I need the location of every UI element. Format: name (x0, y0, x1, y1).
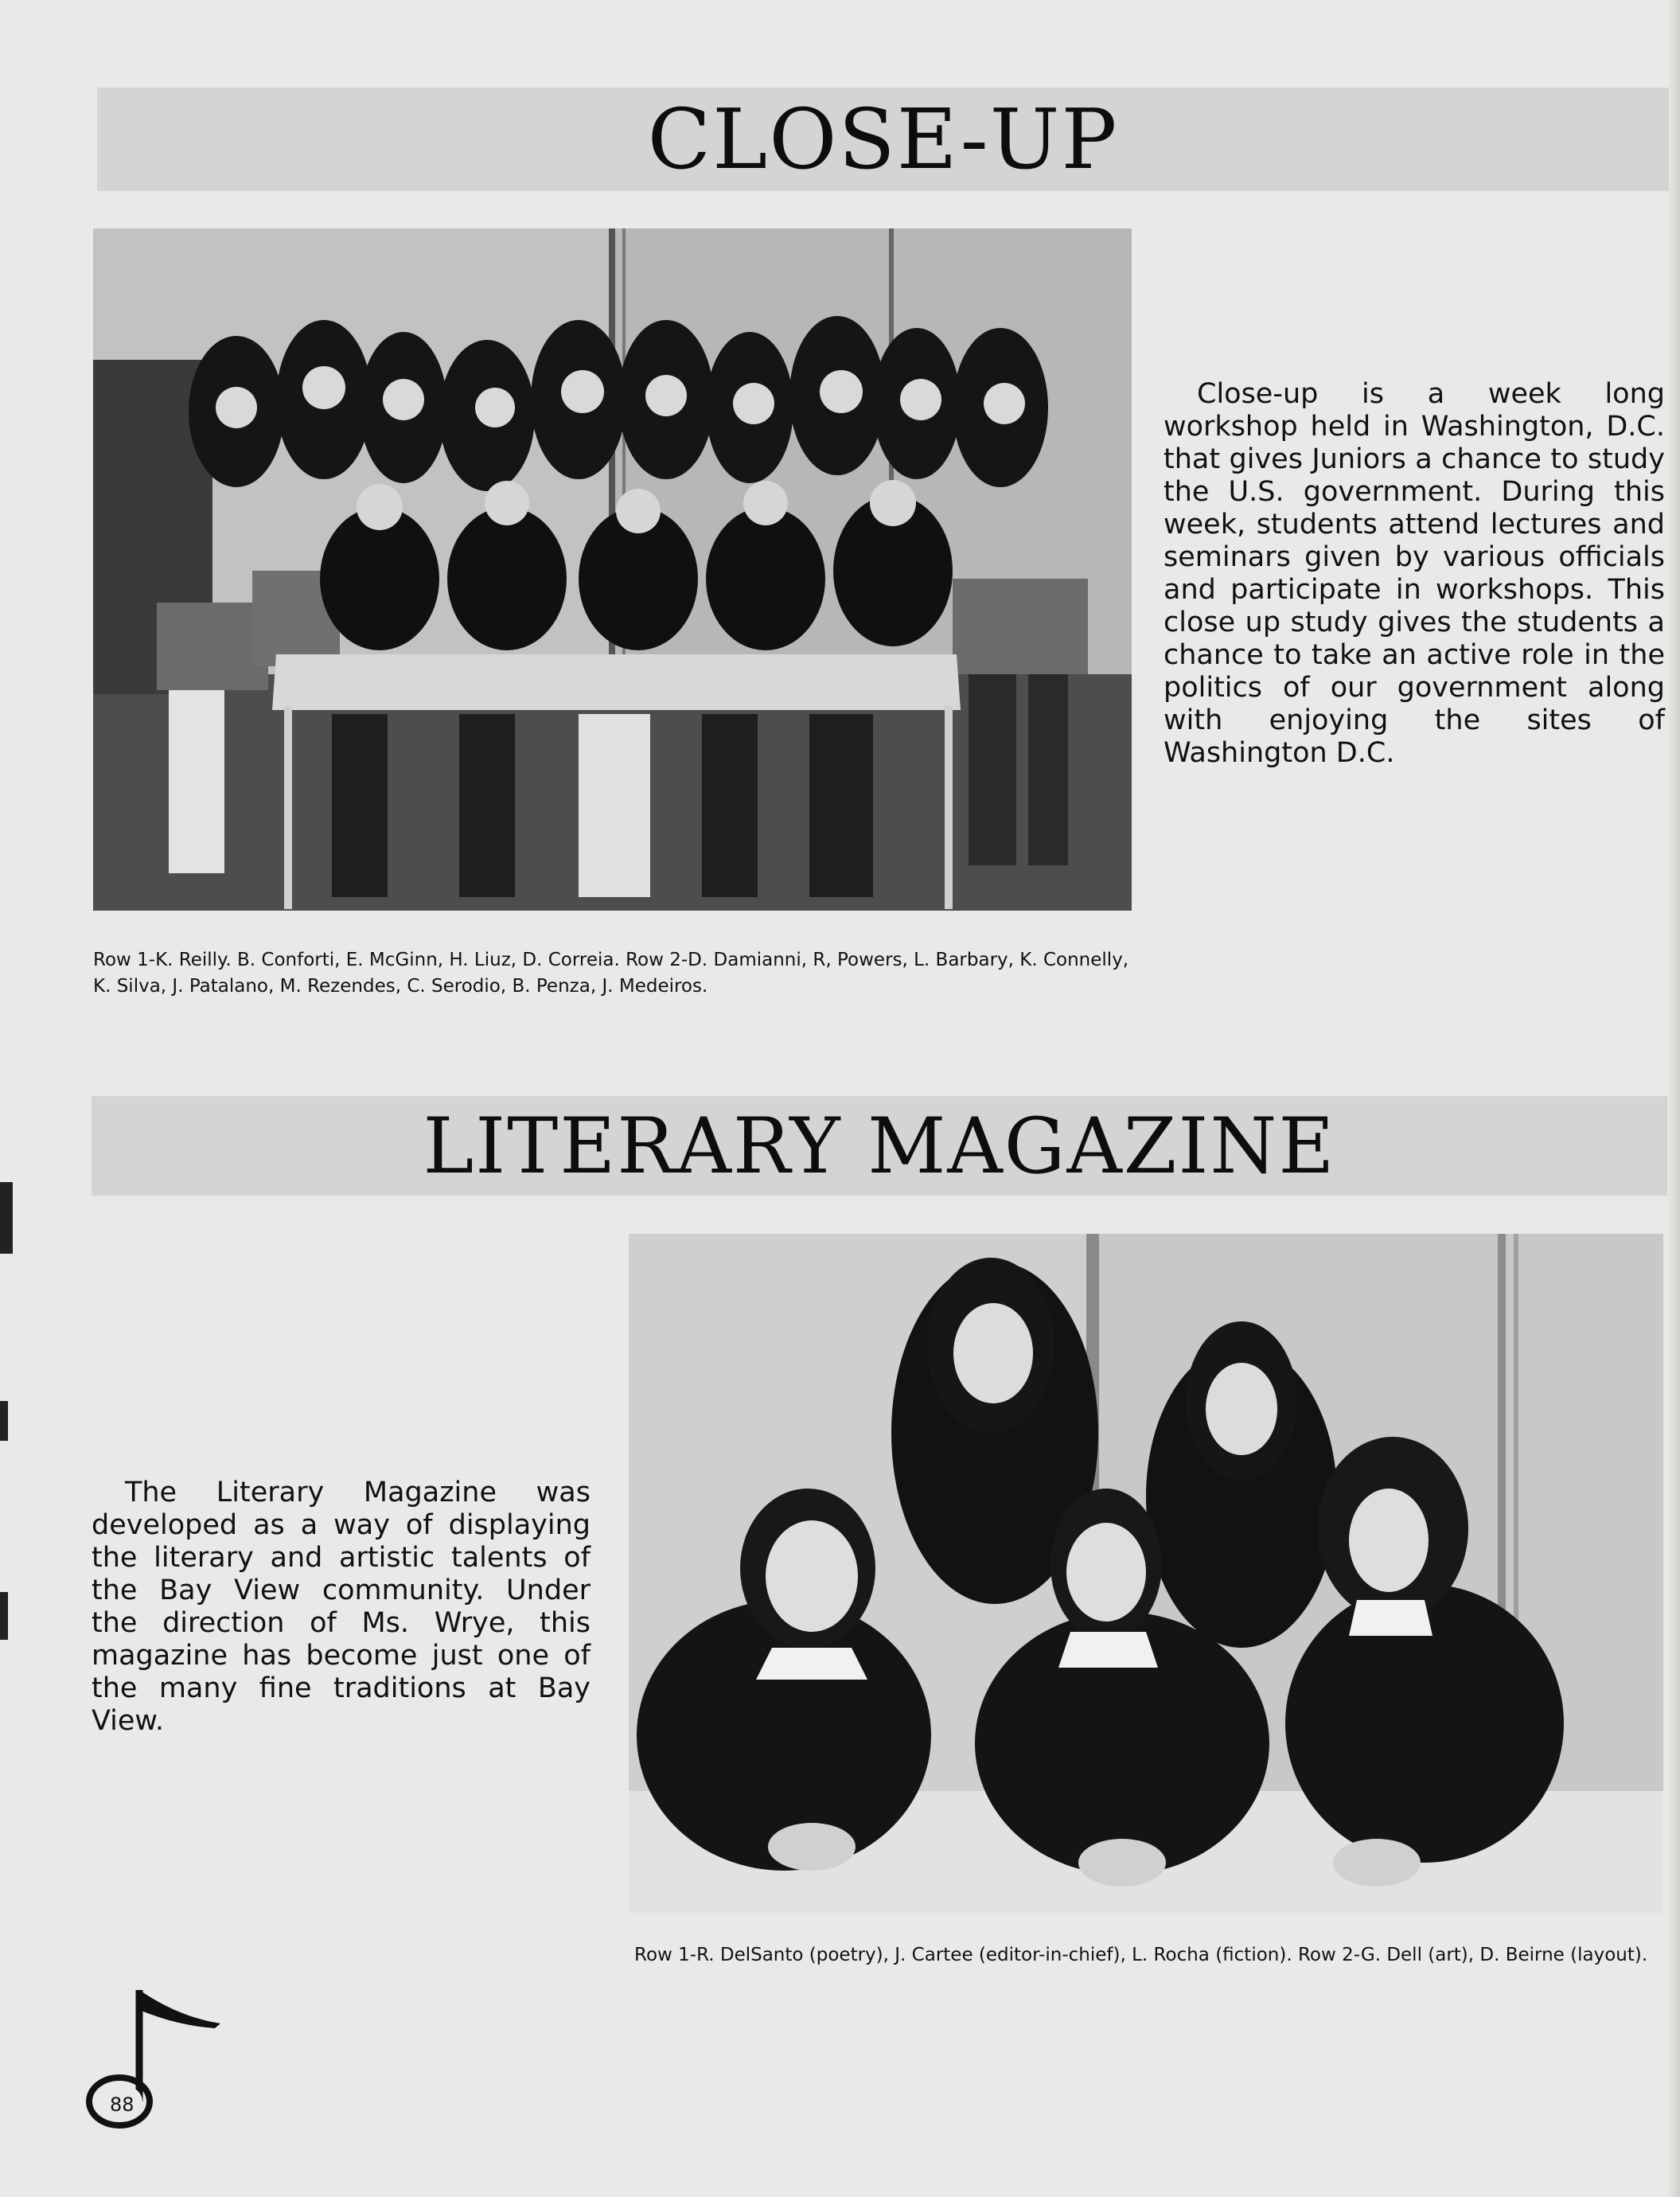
literary-title: LITERARY MAGAZINE (423, 1101, 1336, 1191)
closeup-description: Close-up is a week long workshop held in Washington, D.C. that gives Juniors a chance to study the U.S. government. During this week, students attend lectures and seminars given by various officials and participate in workshops. This close up study gives the students a chance to take an active role in the politics of our government along with enjoying the sites of Washington D.C. (1164, 378, 1665, 769)
literary-group-photo (629, 1234, 1663, 1913)
literary-description: The Literary Magazine was developed as a way of displaying the literary and artistic talents of the Bay View community. Under the direction of Ms. Wrye, this magazine has become just one of the many fine traditions at Bay View. (92, 1477, 591, 1737)
scan-margin-mark (0, 1182, 13, 1254)
literary-banner (92, 1096, 1667, 1196)
page-edge-shadow (1667, 0, 1680, 2197)
closeup-banner (97, 88, 1669, 191)
literary-caption: Row 1-R. DelSanto (poetry), J. Cartee (editor-in-chief), L. Rocha (fiction). Row 2-G. Dell (art), D. Beirne (layout). (634, 1945, 1648, 1965)
scan-margin-mark (0, 1592, 8, 1640)
closeup-caption: Row 1-K. Reilly. B. Conforti, E. McGinn, H. Liuz, D. Correia. Row 2-D. Damianni, R, Powers, L. Barbary, K. Connelly, K. Silva, J. Patalano, M. Rezendes, C. Serodio, B. Penza, J. Medeiros. (93, 950, 1129, 997)
page-number: 88 (110, 2094, 134, 2116)
closeup-title: CLOSE-UP (647, 91, 1119, 188)
closeup-group-photo (93, 228, 1132, 911)
scan-margin-mark (0, 1401, 8, 1441)
music-note-icon (84, 1982, 235, 2141)
